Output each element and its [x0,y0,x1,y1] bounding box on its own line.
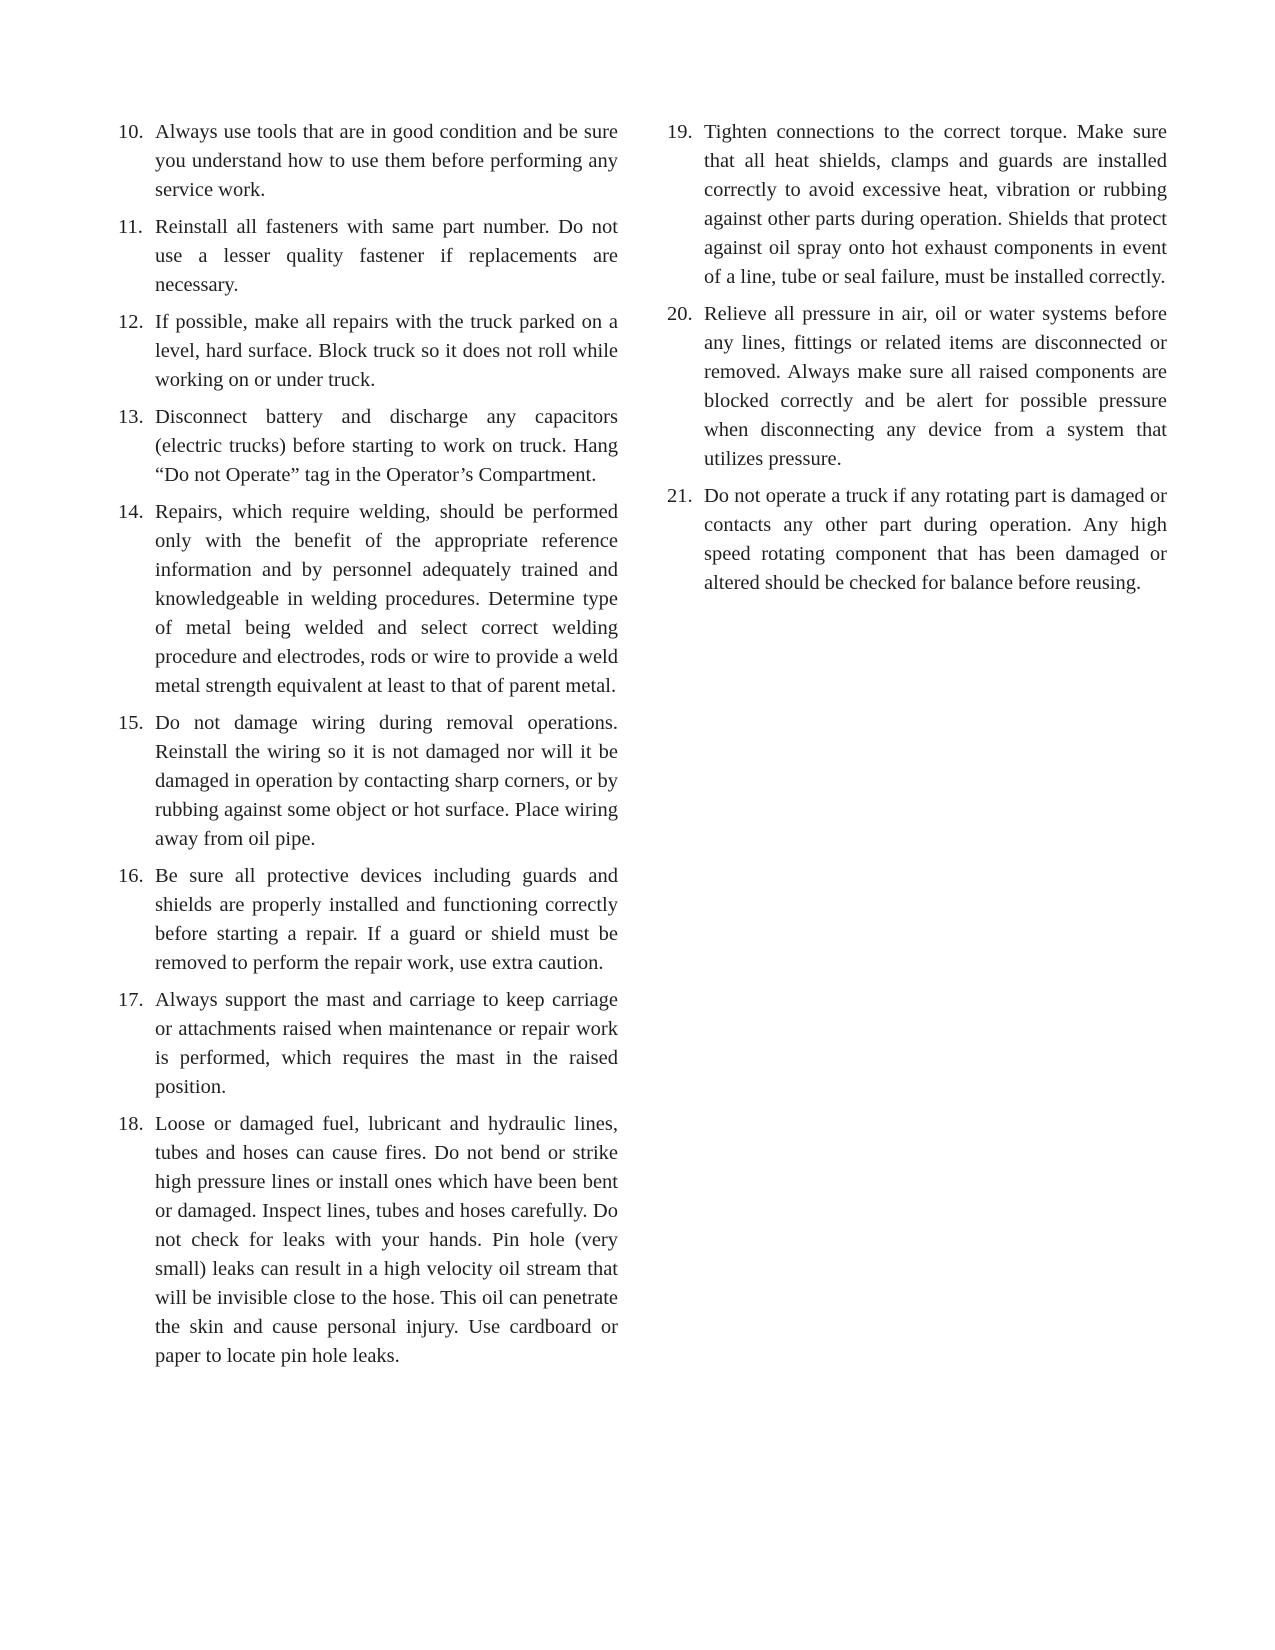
list-item [118,709,618,854]
item-number: 10. [118,121,144,143]
item-number: 21. [667,485,693,507]
list-item [118,213,618,300]
item-text: Reinstall all fasteners with same part number. Do not use a lesser quality fastener if replacements are necessary. [155,216,618,296]
item-text: If possible, make all repairs with the truck parked on a level, hard surface. Block truck so it does not roll while working on or under truck. [155,311,618,391]
item-number: 14. [118,501,144,523]
left-column [118,118,618,1379]
item-number: 11. [118,216,143,238]
list-item [118,1110,618,1371]
list-item [118,862,618,978]
item-text: Repairs, which require welding, should be performed only with the benefit of the appropriate reference information and by personnel adequately trained and knowledgeable in welding procedures. Determine type of metal being welded and select correct welding procedure and electrodes, rods or wire to provide a weld metal strength equivalent at least to that of parent metal. [155,501,618,697]
item-text: Loose or damaged fuel, lubricant and hydraulic lines, tubes and hoses can cause fires. Do not bend or strike high pressure lines or install ones which have been bent or damaged. Inspect lines, tubes and hoses carefully. Do not check for leaks with your hands. Pin hole (very small) leaks can result in a high velocity oil stream that will be invisible close to the hose. This oil can penetrate the skin and cause personal injury. Use cardboard or paper to locate pin hole leaks. [155,1113,618,1367]
item-text: Always use tools that are in good condition and be sure you understand how to use them before performing any service work. [155,121,618,201]
item-number: 20. [667,303,693,325]
list-item [118,403,618,490]
item-number: 12. [118,311,144,333]
item-text: Relieve all pressure in air, oil or water systems before any lines, fittings or related items are disconnected or removed. Always make sure all raised components are blocked correctly and be alert for possible pressure when disconnecting any device from a system that utilizes pressure. [704,303,1167,470]
item-number: 18. [118,1113,144,1135]
list-item [118,986,618,1102]
right-column [667,118,1167,606]
item-number: 16. [118,865,144,887]
item-text: Tighten connections to the correct torque. Make sure that all heat shields, clamps and guards are installed correctly to avoid excessive heat, vibration or rubbing against other parts during operation. Shields that protect against oil spray onto hot exhaust components in event of a line, tube or seal failure, must be installed correctly. [704,121,1167,288]
list-item [667,482,1167,598]
list-item [667,118,1167,292]
list-item [118,498,618,701]
item-number: 17. [118,989,144,1011]
item-text: Do not damage wiring during removal operations. Reinstall the wiring so it is not damaged nor will it be damaged in operation by contacting sharp corners, or by rubbing against some object or hot surface. Place wiring away from oil pipe. [155,712,618,850]
item-text: Do not operate a truck if any rotating part is damaged or contacts any other part during operation. Any high speed rotating component that has been damaged or altered should be checked for balance before reusing. [704,485,1167,594]
item-text: Be sure all protective devices including guards and shields are properly installed and functioning correctly before starting a repair. If a guard or shield must be removed to perform the repair work, use extra caution. [155,865,618,974]
list-item [118,118,618,205]
item-number: 19. [667,121,693,143]
list-item [118,308,618,395]
item-text: Disconnect battery and discharge any capacitors (electric trucks) before starting to work on truck. Hang “Do not Operate” tag in the Operator’s Compartment. [155,406,618,486]
item-text: Always support the mast and carriage to keep carriage or attachments raised when maintenance or repair work is performed, which requires the mast in the raised position. [155,989,618,1098]
list-item [667,300,1167,474]
item-number: 13. [118,406,144,428]
item-number: 15. [118,712,144,734]
